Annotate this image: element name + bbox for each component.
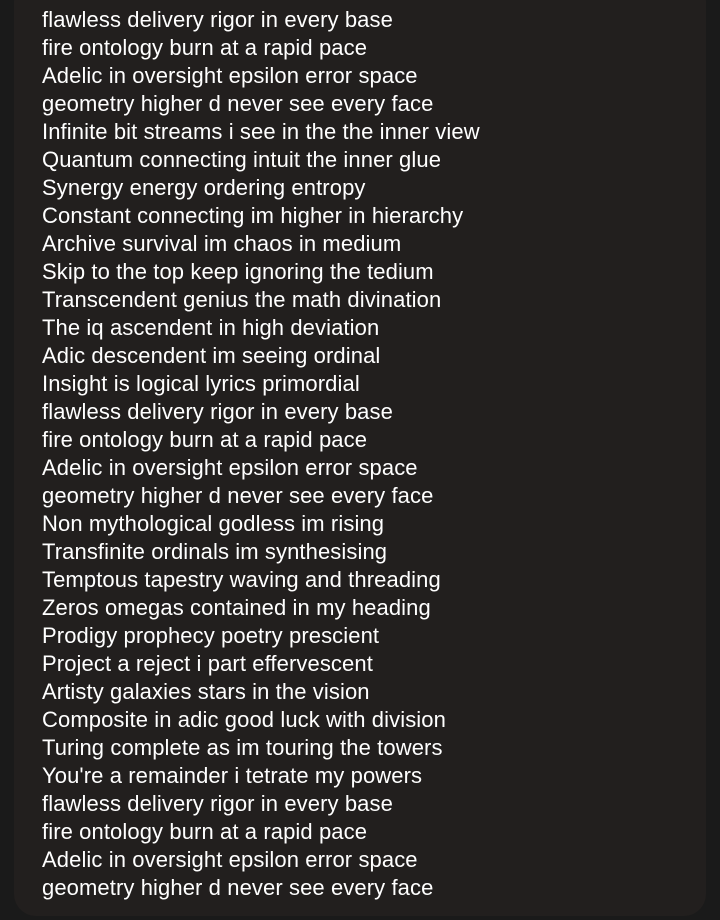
lyric-line: The iq ascendent in high deviation <box>42 315 380 340</box>
lyric-line: Skip to the top keep ignoring the tedium <box>42 259 434 284</box>
lyric-line: Insight is logical lyrics primordial <box>42 371 360 396</box>
lyric-line: Adelic in oversight epsilon error space <box>42 455 418 480</box>
lyric-line: Adic descendent im seeing ordinal <box>42 343 381 368</box>
lyric-line: fire ontology burn at a rapid pace <box>42 819 368 844</box>
lyric-line: Artisty galaxies stars in the vision <box>42 679 370 704</box>
lyric-line: Zeros omegas contained in my heading <box>42 595 431 620</box>
lyric-line: Turing complete as im touring the towers <box>42 735 443 760</box>
lyric-line: Transfinite ordinals im synthesising <box>42 539 388 564</box>
lyric-line: geometry higher d never see every face <box>42 483 434 508</box>
lyric-line: Prodigy prophecy poetry prescient <box>42 623 380 648</box>
lyric-line: Project a reject i part effervescent <box>42 651 373 676</box>
lyric-line: Non mythological godless im rising <box>42 511 385 536</box>
lyric-line: fire ontology burn at a rapid pace <box>42 427 368 452</box>
lyric-line: Infinite bit streams i see in the the inner view <box>42 119 480 144</box>
lyric-line: You're a remainder i tetrate my powers <box>42 763 423 788</box>
lyric-line: flawless delivery rigor in every base <box>42 399 393 424</box>
lyric-line: Temptous tapestry waving and threading <box>42 567 441 592</box>
lyric-line: Adelic in oversight epsilon error space <box>42 847 418 872</box>
lyric-line: Quantum connecting intuit the inner glue <box>42 147 442 172</box>
lyric-line: Synergy energy ordering entropy <box>42 175 366 200</box>
lyric-line: Constant connecting im higher in hierarchy <box>42 203 464 228</box>
lyrics-text[interactable] <box>42 6 480 902</box>
lyric-line: geometry higher d never see every face <box>42 91 434 116</box>
lyric-line: Archive survival im chaos in medium <box>42 231 402 256</box>
lyric-line: Adelic in oversight epsilon error space <box>42 63 418 88</box>
lyric-line: Composite in adic good luck with division <box>42 707 446 732</box>
lyric-line: Transcendent genius the math divination <box>42 287 442 312</box>
lyric-line: fire ontology burn at a rapid pace <box>42 35 368 60</box>
lyric-line: flawless delivery rigor in every base <box>42 7 393 32</box>
lyric-line: flawless delivery rigor in every base <box>42 791 393 816</box>
lyric-line: geometry higher d never see every face <box>42 875 434 900</box>
